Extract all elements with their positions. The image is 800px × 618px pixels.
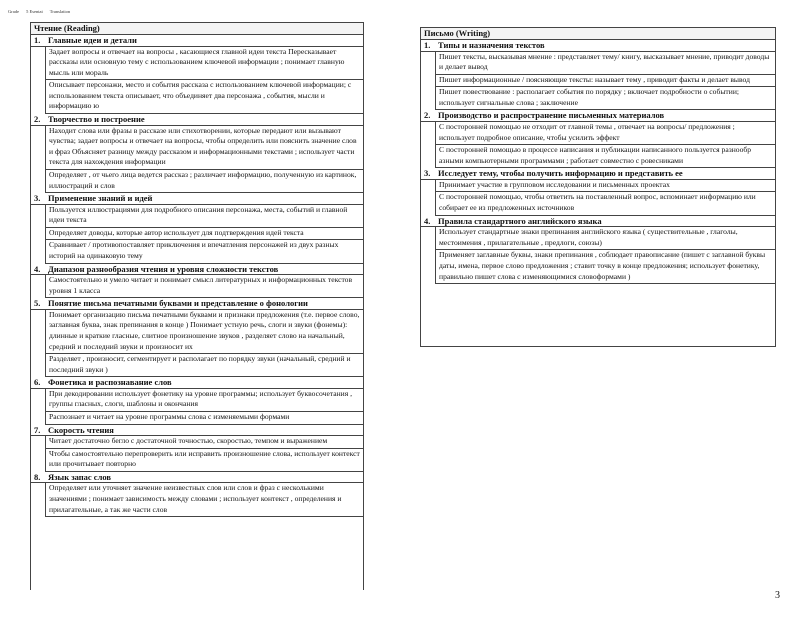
reading-sections [31, 35, 363, 517]
section-heading [421, 168, 775, 180]
standard-item: С посторонней помощью не отходит от главной темы , отвечает на вопросы/ предложения ; использует подробное описание, чтобы усилить эффект [435, 122, 775, 145]
standard-item: Использует стандартные знаки препинания английского языка ( существительные , глаголы, местоимения , прилагательные , предлоги, союзы) [435, 227, 775, 250]
standard-item: Задает вопросы и отвечает на вопросы , касающиеся главной идеи текста Пересказывает рассказы или основную тему с использованием ключевой информации ; понимает главную мысль или мораль [45, 47, 363, 81]
section-heading [31, 298, 363, 310]
reading-title: Чтение (Reading) [31, 23, 363, 35]
standard-item: Распознает и читает на уровне программы слова с изменяемыми формами [45, 412, 363, 425]
section-title: Язык запас слов [48, 471, 111, 482]
standard-item: Определяет доводы, которые автор использует для подтверждения идей текста [45, 228, 363, 241]
section-title: Применение знаний и идей [48, 193, 153, 204]
section-number: 3. [424, 168, 431, 179]
section-number: 1. [424, 40, 431, 50]
writing-title: Письмо (Writing) [421, 28, 775, 40]
section-title: Творчество и построение [48, 114, 145, 125]
standard-item: Определяет , от чьего лица ведется рассказ ; различает информацию, полученную из картинок, иллюстраций и слов [45, 170, 363, 193]
standard-item: Читает достаточно бегло с достаточной точностью, скоростью, темпом и выражением [45, 436, 363, 449]
section-heading [31, 114, 363, 126]
header-translation: Translation [49, 9, 71, 14]
section-number: 8. [34, 471, 41, 482]
section-title: Главные идеи и детали [48, 35, 137, 45]
section-title: Скорость чтения [48, 424, 114, 435]
section-heading [421, 110, 775, 122]
section-title: Фонетика и распознавание слов [48, 377, 172, 388]
section-title: Исследует тему, чтобы получить информацию и представить ее [438, 168, 683, 179]
section-heading [31, 377, 363, 389]
section-number: 2. [34, 114, 41, 125]
header-school: 5 Esentai [26, 9, 43, 14]
standard-item: При декодировании использует фонетику на уровне программы; использует буквосочетания , группы гласных, слоги, шаблоны и окончания [45, 389, 363, 412]
standard-item: Описывает персонажи, место и события рассказа с использованием ключевой информации; с использованием текста описывает, что объединяет два персонажа , события, мысли и информацию ю [45, 80, 363, 114]
section-title: Правила стандартного английского языка [438, 215, 602, 226]
standard-item: Понимает организацию письма печатными буквами и признаки предложения (т.е. первое слово, заглавная буква, знак препинания в конце ) Понимает устную речь, слоги и звуки (фонемы): длинные и краткие гласные, слитное произношение звуков , разделяет слово на начальный, средний и последний звуки и произносит их [45, 310, 363, 354]
section-title: Понятие письма печатными буквами и представление о фонологии [48, 298, 308, 309]
section-number: 4. [34, 263, 41, 274]
standard-item: Находит слова или фразы в рассказе или стихотворении, которые передают или вызывают чувства; задает вопросы и отвечает на вопросы, чтобы определить или пояснить значение слов и фраз Объясняет разницу между рассказом и информационными текстами ; использует части текста для нахождения информации [45, 126, 363, 170]
standard-item: Разделяет , произносит, сегментирует и располагает по порядку звуки (начальный, средний и последний звуки ) [45, 354, 363, 377]
section-title: Типы и назначения текстов [438, 40, 545, 50]
section-number: 5. [34, 298, 41, 309]
section-heading [31, 472, 363, 484]
section-number: 2. [424, 110, 431, 121]
standard-item: Чтобы самостоятельно перепроверить или исправить произношение слова, использует контекст или прочитывает повторно [45, 449, 363, 472]
section-number: 3. [34, 193, 41, 204]
page-number: 3 [775, 590, 780, 601]
section-number: 7. [34, 424, 41, 435]
section-heading [31, 264, 363, 276]
section-heading [31, 425, 363, 437]
section-number: 4. [424, 215, 431, 226]
reading-panel [30, 22, 364, 590]
section-heading [421, 40, 775, 52]
section-title: Производство и распространение письменных материалов [438, 110, 665, 121]
standard-item: Сравнивает / противопоставляет приключения и впечатления персонажей из двух разных историй на одинаковую тему [45, 240, 363, 263]
writing-sections [421, 40, 775, 284]
header-grade: Grade [8, 9, 19, 14]
standard-item: Пользуется иллюстрациями для подробного описания персонажа, места, событий и главной идеи текста [45, 205, 363, 228]
document-header [8, 9, 76, 14]
section-heading [31, 193, 363, 205]
section-number: 1. [34, 35, 41, 45]
section-title: Диапазон разнообразия чтения и уровня сложности текстов [48, 263, 279, 274]
section-number: 6. [34, 377, 41, 388]
section-heading [31, 35, 363, 47]
standard-item: Принимает участие в групповом исследовании и письменных проектах [435, 180, 775, 193]
standard-item: Пишет повествование : располагает события по порядку ; включает подробности о событии; использует сигнальные слова ; заключение [435, 87, 775, 110]
standard-item: С посторонней помощью в процессе написания и публикации написанного пользуется разнообр азными компьютерными программами ; работает совместно с ровесниками [435, 145, 775, 168]
standard-item: С посторонней помощью, чтобы ответить на поставленный вопрос, вспоминает информацию или собирает ее из предложенных источников [435, 192, 775, 215]
standard-item: Определяет или уточняет значение неизвестных слов или слов и фраз с несколькими значениями ; понимает зависимость между словами ; использует контекст , определения и прилагательные, а так же части слов [45, 483, 363, 517]
section-heading [421, 216, 775, 228]
standard-item: Применяет заглавные буквы, знаки препинания , соблюдает правописание (пишет с заглавной буквы даты, имена, первое слово предложения ; ставит точку в конце предложения; использует фонетику, правильно пишет слова с изменяющимися словоформами ) [435, 250, 775, 284]
standard-item: Пишет информационные / поясняющие тексты: называет тему , приводит факты и делает вывод [435, 75, 775, 88]
writing-panel [420, 27, 776, 347]
standard-item: Самостоятельно и умело читает и понимает смысл литературных и информационных текстов уровня 1 класса [45, 275, 363, 298]
standard-item: Пишет тексты, высказывая мнение : представляет тему/ книгу, высказывает мнение, приводит доводы и делает вывод [435, 52, 775, 75]
